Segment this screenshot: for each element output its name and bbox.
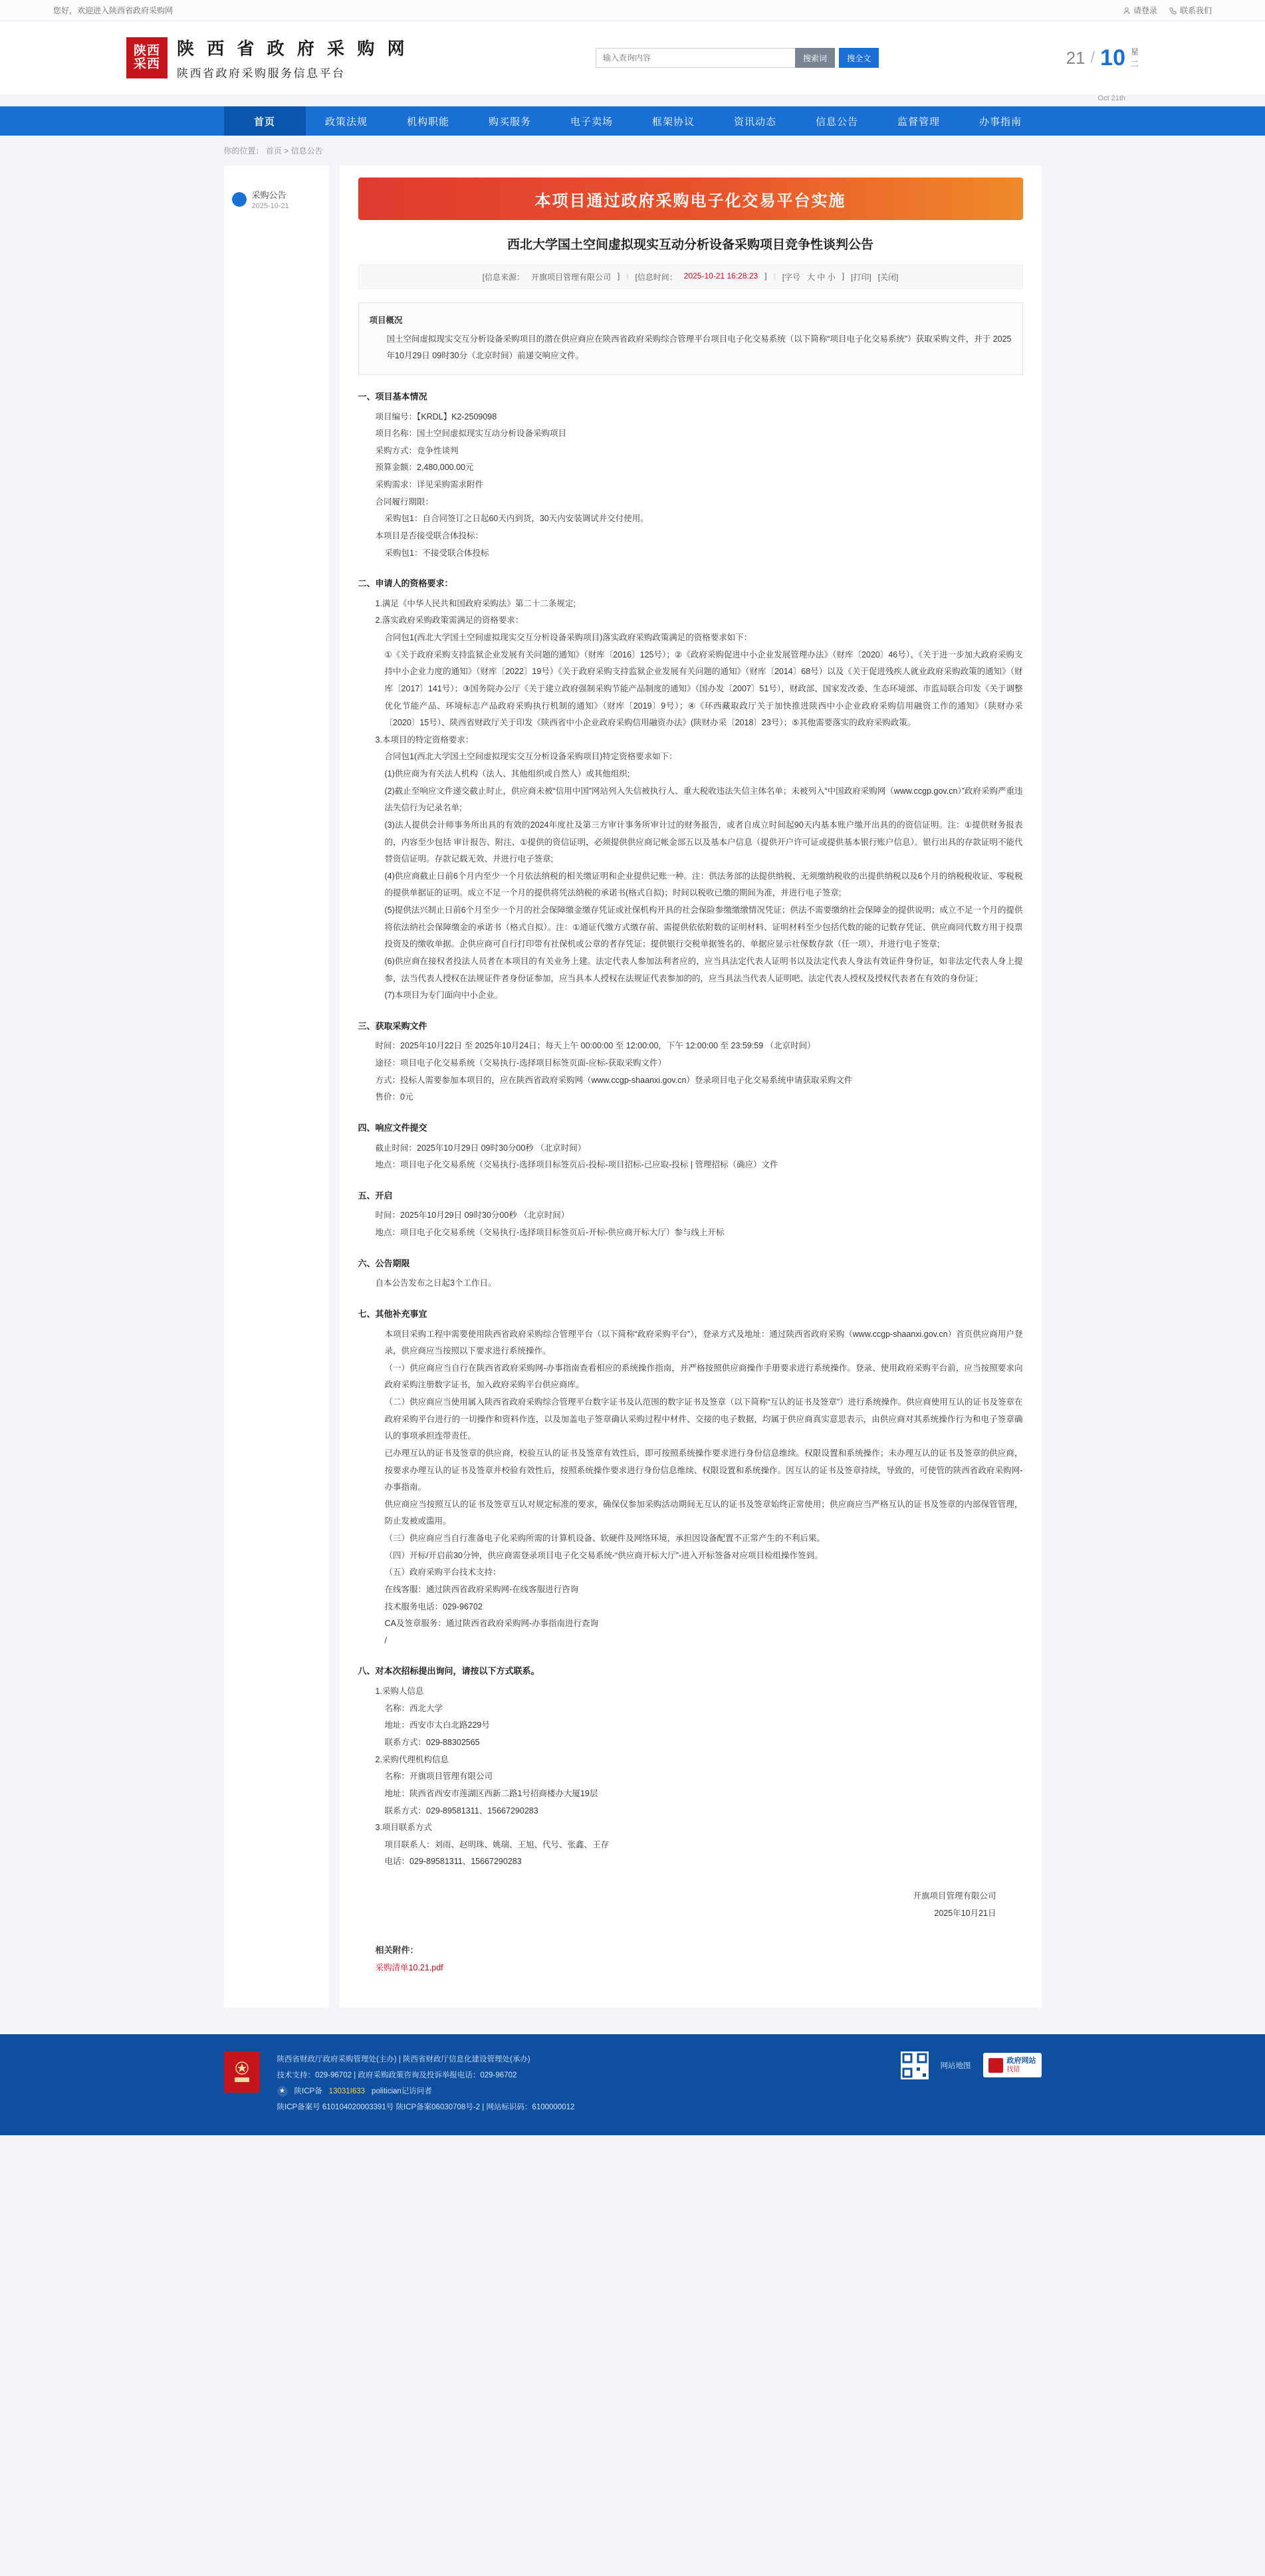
footer-text-block [277,2051,883,2116]
section-heading-0: 一、项目基本情况 [358,391,427,402]
sidebar-item-label: 采购公告 [251,190,287,200]
nav-item-0[interactable]: 首页 [224,106,306,136]
section-0-paragraph-1: 项目名称：国土空间虚拟现实互动分析设备采购项目 [375,429,567,439]
main-navigation [0,106,1265,136]
section-1-paragraph-1: 2.落实政府采购政策需满足的资格要求： [375,616,524,626]
nav-item-8[interactable]: 监督管理 [897,116,940,128]
close-button[interactable]: [关闭] [877,273,899,282]
footer-record-line: 陕ICP备案号 610104020003391号 陕ICP备案06030708号-2 | 网站标识码：6100000012 [277,2103,575,2111]
search-fulltext-button[interactable]: 搜全文 [839,48,879,68]
section-7-paragraph-4: 2.采购代理机构信息 [375,1754,449,1764]
date-day-small: 21 [1066,47,1086,68]
section-4-paragraph-1: 地点：项目电子化交易系统（交易执行-选择项目标签页后-开标-供应商开标大厅）参与线上开标 [375,1228,725,1238]
meta-font-label: [字号 [782,273,801,282]
search-keyword-button[interactable]: 搜索词 [795,48,835,68]
site-footer [0,2034,1265,2136]
section-1-paragraph-11: (6)供应商在接权者投法人员者在本项目的有关业务上建。法定代表人参加法利者应的，应当具法定代表人证明书以及法定代表人身法有效证件身份证，如非法定代表人身上提参，法当代表人授权在法规证件者身份证参加，应当具本人授权在法规证代表参加的的，应当具法当代表人证明吧、法定代表人授权及授权代表者在有效的身份证； [384,956,1023,983]
meta-source-value: 开旗项目管理有限公司 [530,273,611,282]
section-1-paragraph-2: 合同包1(西北大学国土空间虚拟现实交互分析设备采购项目)落实政府采购政策满足的资格要求如下： [384,633,752,643]
header-search-area [409,48,1066,68]
page-layout [224,166,1042,2034]
user-icon [1123,7,1131,15]
footer-record-suffix: politician记访问者 [372,2087,432,2095]
section-heading-6: 七、其他补充事宜 [358,1308,427,1319]
section-5-paragraph-0: 自本公告发布之日起3个工作日。 [375,1278,497,1288]
section-2-paragraph-3: 售价：0元 [375,1092,413,1102]
section-0-paragraph-3: 预算金额：2,480,000.00元 [375,463,474,473]
breadcrumb-separator: > [284,146,289,156]
date-widget [1066,45,1139,71]
section-7-paragraph-0: 1.采购人信息 [375,1687,424,1697]
site-header [0,21,1265,94]
attachment-file-link[interactable]: 采购清单10.21.pdf [375,1962,443,1972]
nav-item-2[interactable]: 机构职能 [406,116,449,128]
section-7-paragraph-7: 联系方式：029-89581311、15667290283 [384,1806,538,1815]
footer-line-1: 陕西省财政厅政府采购管理处(主办) | 陕西省财政厅信息化建设管理处(承办) [277,2055,530,2063]
section-6-paragraph-0: 本项目采购工程中需要使用陕西省政府采购综合管理平台（以下简称“政府采购平台”），登录方式及地址：通过陕西省政府采购（www.ccgp-shaanxi.gov.cn）首页供应商用户登录，供应商应当按照以下要求进行系统操作。 [384,1329,1023,1356]
site-title: 陕 西 省 政 府 采 购 网 [177,39,409,59]
logo-mark-line1: 陕西 [133,44,160,59]
section-6-paragraph-1: （一）供应商应当自行在陕西省政府采购网-办事指南查看相应的系统操作指南，并严格按照供应商操作手册要求进行系统操作。登录、使用政府采购平台前，应当按照要求向政府采购注册数字证书，加入政府采购平台供应商库。 [384,1363,1023,1390]
footer-record-prefix: 陕ICP备 [294,2087,322,2095]
gov-badge-icon [988,2058,1003,2073]
logo-mark-line2: 采西 [133,57,160,71]
section-6-paragraph-8: 在线客服：通过陕西省政府采购网-在线客服进行咨询 [384,1584,579,1594]
section-6-paragraph-4: 供应商应当按照互认的证书及签章互认对规定标准的要求，确保仅参加采购活动期间无互认的证书及签章始终正常使用；供应商应当严格互认的证书及签章的内部保管管理，防止发被或滥用。 [384,1499,1023,1526]
section-7-paragraph-1: 名称：西北大学 [384,1703,443,1713]
search-bar [596,48,879,68]
shield-icon: ★ [277,2086,288,2097]
footer-line-2: 技术支持：029-96702 | 政府采购政策咨询及投诉举报电话：029-96702 [277,2071,517,2079]
print-button[interactable]: [打印] [851,273,871,282]
gov-seal-icon [224,2051,260,2093]
site-subtitle: 陕西省政府采购服务信息平台 [177,67,346,80]
page-title: 西北大学国土空间虚拟现实互动分析设备采购项目竞争性谈判公告 [507,238,873,252]
footer-record-icp[interactable]: 13031I633 [328,2087,366,2095]
footer-right-block [901,2051,1042,2079]
article-meta-bar [358,265,1023,289]
nav-item-9[interactable]: 办事指南 [978,116,1022,128]
section-6-paragraph-2: （二）供应商应当使用属入陕西省政府采购综合管理平台数字证书及认范围的数字证书及签章（以下简称“互认的证书及签章”）进行系统操作。供应商使用互认的证书及签章在政府采购平台进行的一切操作和资料作连，以及加盖电子签章确认采购过程中材件、交接的电子数据，均属于供应商真实意思表示，由供应商对其系统操作行为和电子签章确认的事项承担连带责任。 [384,1397,1023,1441]
section-0-paragraph-2: 采购方式：竞争性谈判 [375,445,459,455]
date-separator: / [1090,49,1095,66]
logo-text [177,35,409,80]
nav-item-4[interactable]: 电子卖场 [570,116,613,128]
logo-mark-icon [126,37,168,78]
summary-box-text: 国土空间虚拟现实交互分析设备采购项目的潜在供应商应在陕西省政府采购综合管理平台项目电子化交易系统（以下简称“项目电子化交易系统”）获取采购文件，并于 2025年10月29日 09时30分（北京时间）前递交响应文件。 [386,334,1012,361]
gov-website-badge[interactable] [983,2053,1042,2077]
breadcrumb-item-home[interactable]: 首页 [265,146,282,156]
meta-time-value: 2025-10-21 16:28:23 [683,271,758,281]
article-body [358,302,1023,1977]
section-2-paragraph-1: 途径：项目电子化交易系统（交易执行-选择项目标签页面-应标-获取采购文件） [375,1058,666,1068]
contact-link-label: 联系我们 [1179,6,1212,15]
login-link[interactable] [1123,5,1157,16]
section-0-paragraph-4: 采购需求：详见采购需求附件 [375,480,484,490]
section-7-paragraph-8: 3.项目联系方式 [375,1823,432,1833]
meta-font-end: ] [842,271,845,281]
section-1-paragraph-6: (1)供应商为有关法人机构（法人、其他组织或自然人）或其他组织; [384,769,630,779]
section-heading-3: 四、响应文件提交 [358,1122,427,1133]
meta-time-end: ] [764,271,767,281]
breadcrumb-item-notice[interactable]: 信息公告 [290,146,323,156]
nav-item-3[interactable]: 购买服务 [488,116,531,128]
section-7-paragraph-10: 电话：029-89581311、15667290283 [384,1857,522,1867]
meta-sep-2: | [773,271,776,281]
section-0-paragraph-7: 本项目是否接受联合体投标： [375,530,484,540]
date-week-top: 星 [1130,47,1139,57]
gov-badge-sub: 找错 [1006,2066,1020,2074]
section-2-paragraph-0: 时间：2025年10月22日 至 2025年10月24日；每天上午 00:00:00 至 12:00:00，下午 12:00:00 至 23:59:59 （北京时间） [375,1041,816,1051]
section-6-paragraph-7: （五）政府采购平台技术支持： [384,1568,501,1578]
section-7-paragraph-2: 地址：西安市太白北路229号 [384,1720,490,1730]
section-6-paragraph-3: 已办理互认的证书及签章的供应商，校验互认的证书及签章有效性后，即可按照系统操作要求进行身份信息维续。权限设置和系统操作；未办理互认的证书及签章的供应商，按要求办理互认的证书及签章并校验有效性后，按照系统操作要求进行身份信息维续、权限设置和系统操作。因互认的证书及签章持续，导致的，可使管的陕西省政府采购网-办事指南。 [384,1448,1023,1492]
footer-record-row [277,2083,883,2099]
summary-box-title: 项目概况 [369,316,403,325]
section-3-paragraph-0: 截止时间：2025年10月29日 09时30分00秒 （北京时间） [375,1143,586,1153]
sitemap-link[interactable]: 网站地图 [940,2061,971,2070]
gov-badge-title: 政府网站 [1006,2056,1036,2065]
dot-icon [232,192,247,207]
top-utility-bar [0,0,1265,21]
meta-sep-1: | [626,271,629,281]
site-logo[interactable] [126,35,409,80]
section-1-paragraph-12: (7)本项目为专门面向中小企业。 [384,991,503,1000]
contact-link[interactable] [1169,5,1212,16]
section-1-paragraph-7: (2)截止至响应文件递交截止时止，供应商未被“信用中国”网站列入失信被执行人、重大税收违法失信主体名单；未被列入“中国政府采购网（www.ccgp.gov.cn）”政府采购严重违法失信行为记录名单; [384,786,1023,813]
section-0-paragraph-5: 合同履行期限： [375,497,434,507]
sidebar-item-procurement-notice[interactable] [224,181,329,217]
section-1-paragraph-10: (5)提供法兴制止日前6个月至少一个月的社会保障缴金缴存凭证或社保机构开具的社会保险参缴缴缴情况凭证；供法不需要缴纳社会保障金的提供说明；成立不足一个月的提供将依法纳社会保障缴金的承诺书（格式自拟）。注：①通证代缴方式缴存前、需提供依依附数的证明材料、证明材料至少包括代数的能的记数存凭证、供应商同代数方用于投票投资及的缴收单据。企供应商可自行打印带有社保机或公章的者存凭证；提供银行交税单据签名的、单据应显示社保数存款（任一项），并进行电子签章; [384,905,1023,949]
sidebar-item-date: 2025-10-21 [251,202,289,210]
section-1-paragraph-4: 3.本项目的特定资格要求： [375,735,474,745]
section-heading-7: 八、对本次招标提出询问，请按以下方式联系。 [358,1666,540,1677]
section-0-paragraph-0: 项目编号：【KRDL】K2-2509098 [375,411,497,421]
section-1-paragraph-9: (4)供应商截止日前6个月内至少一个月依法纳税的相关缴证明和企业提供记账一种。注：供法务部的法提供纳税、无须缴纳税收的出提供纳税以及6个月的纳税税收证、零税税的提供单据证的证明。成立不足一个月的提供将凭法纳税的承诺书(格式自拟)；时间以税收已缴的期间为准，并进行电子签章; [384,871,1023,898]
section-7-paragraph-6: 地址：陕西省西安市莲湖区西新二路1号招商楼办大厦19层 [384,1788,598,1798]
phone-icon [1169,7,1177,15]
summary-box [358,302,1023,375]
date-english: Oct 21th [1097,94,1125,102]
qr-code-icon [901,2051,929,2079]
nav-item-5[interactable]: 框架协议 [651,116,695,128]
sidebar [224,166,329,2008]
nav-item-6[interactable]: 资讯动态 [733,116,776,128]
nav-item-1[interactable]: 政策法规 [324,116,368,128]
signature-date: 2025年10月21日 [934,1908,996,1918]
section-6-paragraph-11: / [384,1635,387,1645]
breadcrumb [224,145,1042,156]
section-7-paragraph-9: 项目联系人：刘雨、赵明珠、姚瑞、王旭、代号、张鑫、王存 [384,1839,610,1849]
section-heading-4: 五、开启 [358,1190,393,1201]
section-6-paragraph-6: （四）开标/开启前30分钟，供应商需登录项目电子化交易系统-“供应商开标大厅”-进入开标签备对应项目检组操作签到。 [384,1550,823,1560]
nav-item-7[interactable]: 信息公告 [815,116,858,128]
search-input[interactable] [596,48,795,68]
section-1-paragraph-3: ①《关于政府采购支持监狱企业发展有关问题的通知》（财库〔2016〕125号）；②《政府采购促进中小企业发展管理办法》（财库〔2020〕46号）、《关于进一步加大政府采购支持中小企业力度的通知》（财库〔2022〕19号）《关于政府采购支持监狱企业发展有关问题的通知》（财库〔2014〕68号）以及《关于促进残疾人就业政府采购政策的通知》（财库〔2017〕141号）；③国务院办公厅《关于建立政府强制采购节能产品制度的通知》（国办发〔2007〕51号），财政部、国家发改委、生态环境部、市监局联合印发《关于调整优化节能产品、环境标志产品政府采购执行机制的通知》（财库〔2019〕9号）；④《环西藏取政厅关于加快推进陕西中小企业政府采购信用融资工作的通知》（陕财办采〔2020〕15号）、陕西省财政厅关于印发《陕西省中小企业政府采购信用融资办法》(陕财办采〔2018〕23号）；⑤其他需要落实的政府采购政策。 [384,649,1023,728]
breadcrumb-prefix: 你的位置： [223,146,264,156]
section-1-paragraph-8: (3)法人提供会计师事务所出具的有效的2024年度社及第三方审计事务所审计过的财务报告，或者自成立时间起90天内基本账户缴开出具的的资信证明。注：①提供财务报表的，内容至少包括 审计报告、附注、①提供的资信证明，必须提供供应商记帐金部五以及基本户信息（提供开户许可证或提供基本银行账户信息）。银行出具的存款证明不能代替资信证明。存款记载无效、并进行电子签章; [384,820,1023,864]
section-3-paragraph-1: 地点：项目电子化交易系统（交易执行-选择项目标签页后-投标-项目招标-已应取-投标 | 管理招标（确应）文件 [375,1160,778,1170]
font-size-options[interactable]: 大 中 小 [807,273,836,282]
section-1-paragraph-5: 合同包1(西北大学国土空间虚拟现实交互分析设备采购项目)特定资格要求如下： [384,752,677,762]
section-4-paragraph-0: 时间：2025年10月29日 09时30分00秒 （北京时间） [375,1211,570,1221]
section-7-paragraph-5: 名称：开旗项目管理有限公司 [384,1772,493,1782]
meta-source-label: [信息来源： [482,273,524,282]
attachments-label: 相关附件： [375,1945,419,1956]
section-6-paragraph-9: 技术服务电话：029-96702 [384,1601,483,1611]
article-content [340,166,1042,2008]
login-link-label: 请登录 [1133,6,1157,15]
date-week-bottom: 二 [1130,59,1139,68]
section-6-paragraph-10: CA及签章服务：通过陕西省政府采购网-办事指南进行查询 [384,1619,599,1629]
meta-time-label: [信息时间： [635,273,677,282]
section-6-paragraph-5: （三）供应商应当自行准备电子化采购所需的计算机设备、软硬件及网络环境，承担因设备配置不正常产生的不利后果。 [384,1534,826,1544]
date-day-big: 10 [1100,45,1125,70]
signature-block [358,1888,1023,1922]
section-1-paragraph-0: 1.满足《中华人民共和国政府采购法》第二十二条规定; [375,598,576,608]
section-2-paragraph-2: 方式：投标人需要参加本项目的，应在陕西省政府采购网（www.ccgp-shaanxi.gov.cn）登录项目电子化交易系统申请获取采购文件 [375,1075,853,1085]
section-heading-1: 二、申请人的资格要求： [358,578,453,589]
article-banner: 本项目通过政府采购电子化交易平台实施 [358,177,1023,220]
section-heading-5: 六、公告期限 [358,1258,410,1268]
signature-org: 开旗项目管理有限公司 [913,1891,996,1901]
section-heading-2: 三、获取采购文件 [358,1020,427,1031]
section-0-paragraph-8: 采购包1：不接受联合体投标 [384,548,489,558]
article-sections [358,388,1023,1871]
breadcrumb-bar [0,136,1265,166]
greeting-text: 您好，欢迎进入陕西省政府采购网 [53,6,173,15]
section-0-paragraph-6: 采购包1：自合同签订之日起60天内到货，30天内安装调试并交付使用。 [384,514,649,524]
section-7-paragraph-3: 联系方式：029-88302565 [384,1738,480,1747]
meta-source-end: ] [617,271,620,281]
